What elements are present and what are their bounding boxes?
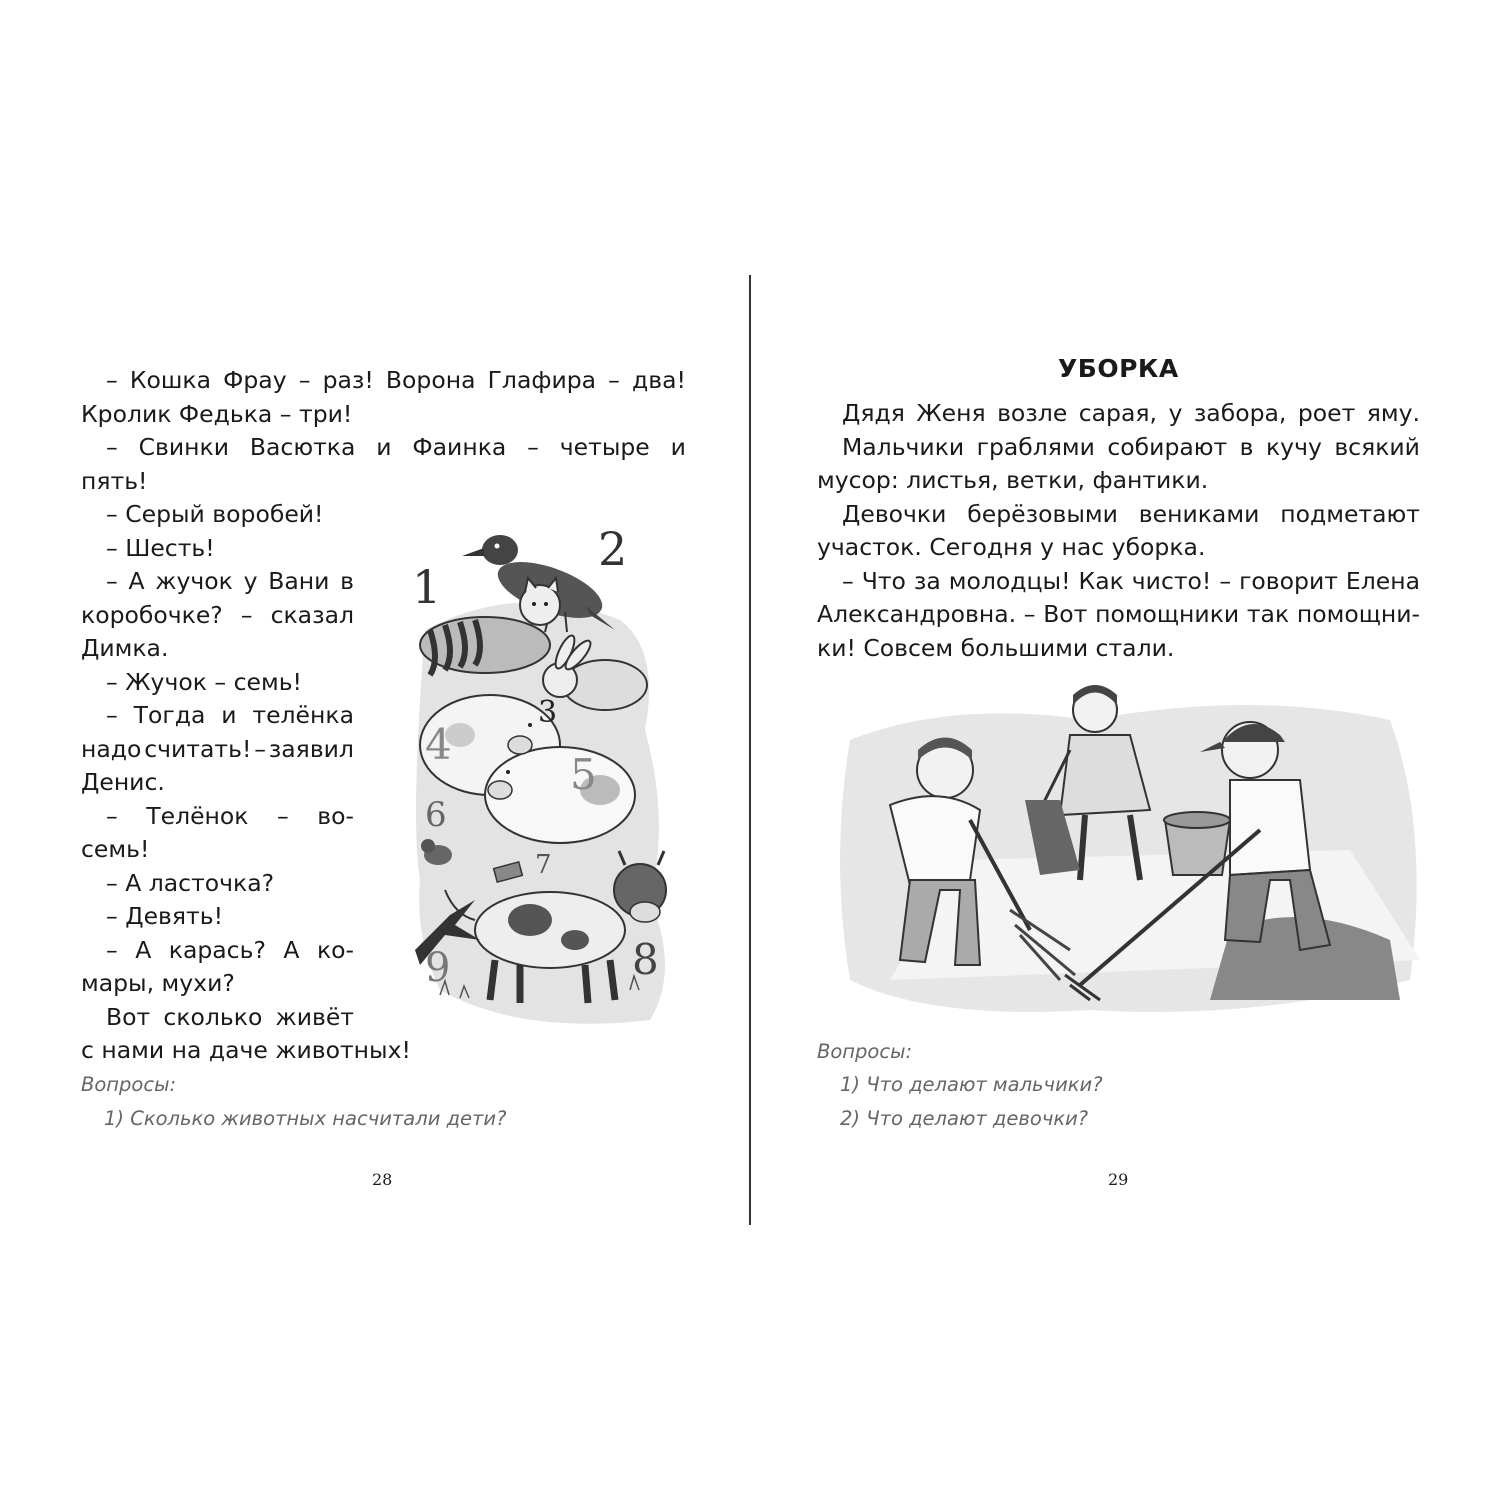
- word: Телёнок: [146, 801, 249, 830]
- word: чисто!: [1131, 566, 1212, 595]
- word: Мальчики: [842, 432, 965, 461]
- word: телёнка: [252, 701, 354, 729]
- word: и: [670, 433, 686, 461]
- left-text-line: с нами на даче животных!: [81, 1036, 411, 1064]
- word: –: [277, 801, 289, 830]
- word: сарая,: [1078, 399, 1157, 427]
- right-questions-label: Вопросы:: [817, 1040, 913, 1063]
- right-text-line: [817, 598, 1420, 632]
- cleanup-illustration: [830, 680, 1430, 1025]
- left-text-line: – А ласточка?: [106, 868, 275, 897]
- word: сказал: [270, 600, 354, 629]
- illustration-number: 9: [425, 945, 451, 991]
- left-text-line: [106, 699, 354, 733]
- story-title: УБОРКА: [1058, 354, 1179, 383]
- word: –: [842, 566, 854, 595]
- left-text-line: Димка.: [81, 634, 169, 662]
- word: у: [243, 567, 258, 595]
- word: кучу: [1265, 432, 1322, 461]
- left-text-line: [106, 431, 686, 465]
- left-question-1: 1) Сколько животных насчитали дети?: [104, 1107, 507, 1130]
- word: жучок: [155, 567, 233, 595]
- word: и: [376, 433, 392, 461]
- left-text-line: [81, 733, 354, 767]
- right-text-line: участок. Сегодня у нас уборка.: [817, 533, 1206, 561]
- illustration-number: 7: [535, 850, 552, 880]
- illustration-number: 2: [598, 522, 628, 576]
- left-text-line: [106, 364, 686, 398]
- word: –: [106, 701, 118, 729]
- word: –: [240, 600, 253, 629]
- word: Дядя: [842, 399, 905, 427]
- word: Васютка: [249, 433, 356, 461]
- word: за: [913, 566, 941, 595]
- right-text-line: ки! Совсем большими стали.: [817, 633, 1175, 662]
- word: –: [608, 366, 620, 394]
- word: Вани: [268, 567, 330, 595]
- word: во-: [317, 801, 354, 830]
- word: берёзовыми: [967, 499, 1118, 528]
- word: яму.: [1366, 399, 1420, 427]
- right-question-1: 1) Что делают мальчики?: [840, 1073, 1103, 1096]
- word: ко-: [316, 935, 354, 964]
- left-page-number: 28: [372, 1170, 393, 1189]
- illustration-number: 3: [538, 695, 558, 730]
- left-text-line: – Девять!: [106, 902, 223, 930]
- left-text-line: [106, 1001, 354, 1035]
- word: –: [106, 801, 118, 830]
- word: –: [106, 935, 118, 964]
- word: А: [128, 567, 145, 595]
- word: говорит: [1239, 566, 1338, 595]
- illustration-number: 1: [412, 560, 442, 614]
- right-text-line: [842, 431, 1420, 465]
- word: считать!: [144, 734, 252, 763]
- word: Тогда: [133, 701, 206, 729]
- left-text-line: пять!: [81, 466, 148, 495]
- word: молодцы!: [948, 566, 1071, 595]
- word: раз!: [322, 366, 374, 394]
- word: Вот: [106, 1002, 151, 1031]
- word: А: [135, 935, 152, 964]
- word: собирают: [1107, 432, 1228, 461]
- word: всякий: [1334, 432, 1420, 461]
- word: возле: [997, 399, 1068, 427]
- word: Как: [1078, 566, 1124, 595]
- word: Александровна.: [817, 600, 1017, 628]
- right-question-2: 2) Что делают девочки?: [840, 1107, 1089, 1130]
- word: у: [1168, 399, 1183, 427]
- word: Свинки: [138, 433, 229, 461]
- left-text-line: Кролик Федька – три!: [81, 399, 353, 428]
- left-text-line: – Шесть!: [106, 533, 215, 562]
- word: А: [283, 935, 300, 964]
- word: так: [1246, 600, 1290, 628]
- illustration-number: 5: [570, 750, 597, 799]
- word: помощники: [1095, 600, 1240, 628]
- left-text-line: – Серый воробей!: [106, 500, 324, 528]
- word: два!: [632, 366, 686, 394]
- word: роет: [1297, 399, 1356, 427]
- word: Ворона: [385, 366, 476, 394]
- word: Фаинка: [412, 433, 507, 461]
- word: Вот: [1043, 600, 1088, 628]
- left-text-line: [106, 934, 354, 968]
- left-text-line: семь!: [81, 835, 150, 863]
- left-text-line: [81, 599, 354, 633]
- illustration-number: 8: [632, 935, 659, 984]
- illustration-number: 6: [425, 795, 447, 835]
- word: Кошка: [129, 366, 212, 394]
- word: вениками: [1138, 499, 1260, 528]
- word: в: [1239, 432, 1254, 461]
- word: –: [106, 567, 118, 595]
- word: –: [106, 366, 118, 394]
- word: живёт: [275, 1002, 354, 1031]
- word: в: [340, 567, 354, 595]
- word: Елена: [1345, 566, 1420, 595]
- word: –: [298, 366, 311, 394]
- right-text-line: [842, 397, 1420, 431]
- word: Женя: [916, 399, 986, 427]
- word: –: [1023, 600, 1036, 628]
- word: –: [254, 734, 266, 763]
- left-text-line: мары, мухи?: [81, 969, 235, 997]
- word: четыре: [559, 433, 650, 461]
- illustration-number: 4: [425, 720, 452, 769]
- right-text-line: [842, 565, 1420, 599]
- word: коробочке?: [81, 600, 223, 629]
- word: –: [1219, 566, 1232, 595]
- left-text-line: – Жучок – семь!: [106, 667, 302, 696]
- word: помощни-: [1296, 600, 1420, 628]
- word: Что: [861, 566, 906, 595]
- word: подметают: [1280, 499, 1420, 528]
- word: сколько: [163, 1002, 263, 1031]
- word: Фрау: [223, 366, 287, 394]
- left-questions-label: Вопросы:: [81, 1073, 177, 1096]
- word: –: [527, 433, 539, 461]
- word: надо: [81, 734, 142, 763]
- word: Глафира: [487, 366, 597, 394]
- word: заявил: [268, 734, 354, 763]
- word: и: [221, 701, 237, 729]
- left-text-line: [106, 565, 354, 599]
- left-text-line: Денис.: [81, 768, 165, 796]
- word: карась?: [168, 935, 266, 964]
- animals-counting-illustration: [400, 520, 690, 1040]
- word: граблями: [976, 432, 1095, 461]
- right-text-line: мусор: листья, ветки, фантики.: [817, 466, 1209, 494]
- left-text-line: [106, 800, 354, 834]
- word: –: [106, 433, 118, 461]
- page-divider: [749, 275, 751, 1225]
- right-page-number: 29: [1108, 1170, 1129, 1189]
- right-text-line: [842, 498, 1420, 532]
- word: забора,: [1193, 399, 1287, 427]
- word: Девочки: [842, 499, 947, 528]
